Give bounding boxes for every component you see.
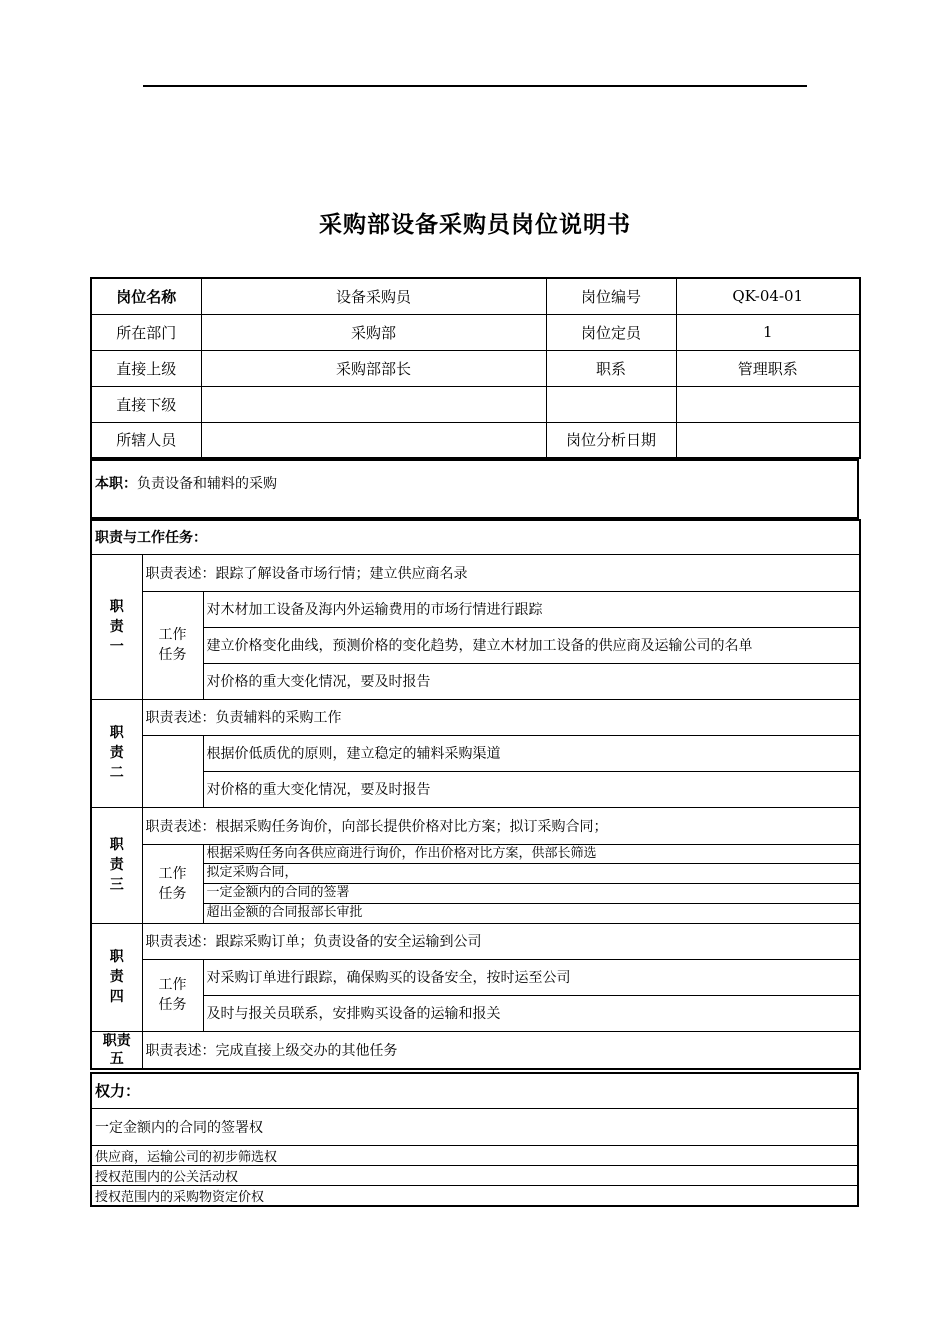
duties-heading: 职责与工作任务： [91,520,860,554]
duty-3-task-row [91,844,860,863]
duties-table [90,519,861,1070]
job-family-value: 管理职系 [676,350,860,386]
duty-4-work-label: 工作任务 [142,959,203,1031]
authority-item-row [91,1185,858,1206]
duty-3-desc: 职责表述：根据采购任务询价，向部长提供价格对比方案；拟订采购合同； [142,807,860,844]
position-name-label: 岗位名称 [91,278,201,314]
duty-1-task-row [91,591,860,627]
position-info-table [90,277,861,459]
authority-item-4: 授权范围内的采购物资定价权 [91,1185,858,1206]
authority-heading: 权力： [91,1073,858,1108]
duty-3-task-1: 根据采购任务向各供应商进行询价，作出价格对比方案，供部长筛选 [203,844,860,863]
department-label: 所在部门 [91,314,201,350]
main-duty-label: 本职： [95,476,137,492]
info-row-supervisor [91,350,860,386]
duty-3-task-4: 超出金额的合同报部长审批 [203,903,860,923]
info-row-department [91,314,860,350]
headcount-value: 1 [676,314,860,350]
duties-heading-row [91,520,860,554]
department-value: 采购部 [201,314,546,350]
authority-item-row [91,1108,858,1145]
duty-5-desc: 职责表述：完成直接上级交办的其他任务 [142,1031,860,1069]
authority-heading-row [91,1073,858,1108]
duty-3-task-2: 拟定采购合同， [203,863,860,883]
job-family-label: 职系 [546,350,676,386]
authority-item-3: 授权范围内的公关活动权 [91,1165,858,1185]
top-rule [143,85,807,87]
duty-4-task-row [91,995,860,1031]
supervisor-value: 采购部部长 [201,350,546,386]
duty-2-task-2: 对价格的重大变化情况，要及时报告 [203,771,860,807]
duty-1-work-label: 工作任务 [142,591,203,699]
duty-2-label: 职责二 [91,699,142,807]
page-title: 采购部设备采购员岗位说明书 [319,212,631,238]
info-row-subordinates [91,386,860,422]
duty-4-desc: 职责表述：跟踪采购订单；负责设备的安全运输到公司 [142,923,860,959]
duty-3-desc-row [91,807,860,844]
row4-label2 [546,386,676,422]
duty-4-desc-row [91,923,860,959]
duty-5-row [91,1031,860,1069]
duty-3-work-label: 工作任务 [142,844,203,923]
duty-2-task-1: 根据价低质优的原则，建立稳定的辅料采购渠道 [203,735,860,771]
main-duty-text: 负责设备和辅料的采购 [137,476,277,492]
duty-2-task-row [91,771,860,807]
row4-value2 [676,386,860,422]
duty-2-task-row [91,735,860,771]
main-duty-table [90,459,859,519]
duty-3-label: 职责三 [91,807,142,923]
main-duty-cell [91,460,858,518]
duty-3-task-3: 一定金额内的合同的签署 [203,883,860,903]
duty-1-task-3: 对价格的重大变化情况，要及时报告 [203,663,860,699]
duty-1-task-1: 对木材加工设备及海内外运输费用的市场行情进行跟踪 [203,591,860,627]
position-code-value: QK-04-01 [676,278,860,314]
position-code-label: 岗位编号 [546,278,676,314]
analysis-date-value [676,422,860,458]
duty-3-task-row [91,903,860,923]
authority-item-row [91,1145,858,1165]
duty-4-label: 职责四 [91,923,142,1031]
duty-4-task-1: 对采购订单进行跟踪，确保购买的设备安全，按时运至公司 [203,959,860,995]
authority-item-row [91,1165,858,1185]
duty-1-desc: 职责表述：跟踪了解设备市场行情；建立供应商名录 [142,554,860,591]
authority-item-1: 一定金额内的合同的签署权 [91,1108,858,1145]
duty-1-task-row [91,627,860,663]
duty-4-task-row [91,959,860,995]
duty-3-task-row [91,883,860,903]
position-name-value: 设备采购员 [201,278,546,314]
subordinates-value [201,386,546,422]
duty-1-label: 职责一 [91,554,142,699]
analysis-date-label: 岗位分析日期 [546,422,676,458]
duty-1-desc-row [91,554,860,591]
staff-value [201,422,546,458]
duty-2-desc: 职责表述：负责辅料的采购工作 [142,699,860,735]
authority-item-2: 供应商，运输公司的初步筛选权 [91,1145,858,1165]
duty-1-task-2: 建立价格变化曲线，预测价格的变化趋势，建立木材加工设备的供应商及运输公司的名单 [203,627,860,663]
duty-1-task-row [91,663,860,699]
authority-table [90,1072,859,1207]
duty-4-task-2: 及时与报关员联系，安排购买设备的运输和报关 [203,995,860,1031]
duty-2-desc-row [91,699,860,735]
subordinates-label: 直接下级 [91,386,201,422]
info-row-position-name [91,278,860,314]
duty-5-label: 职责五 [91,1031,142,1069]
headcount-label: 岗位定员 [546,314,676,350]
staff-label: 所辖人员 [91,422,201,458]
duty-3-task-row [91,863,860,883]
duty-2-work-label-empty [142,735,203,807]
supervisor-label: 直接上级 [91,350,201,386]
info-row-staff [91,422,860,458]
